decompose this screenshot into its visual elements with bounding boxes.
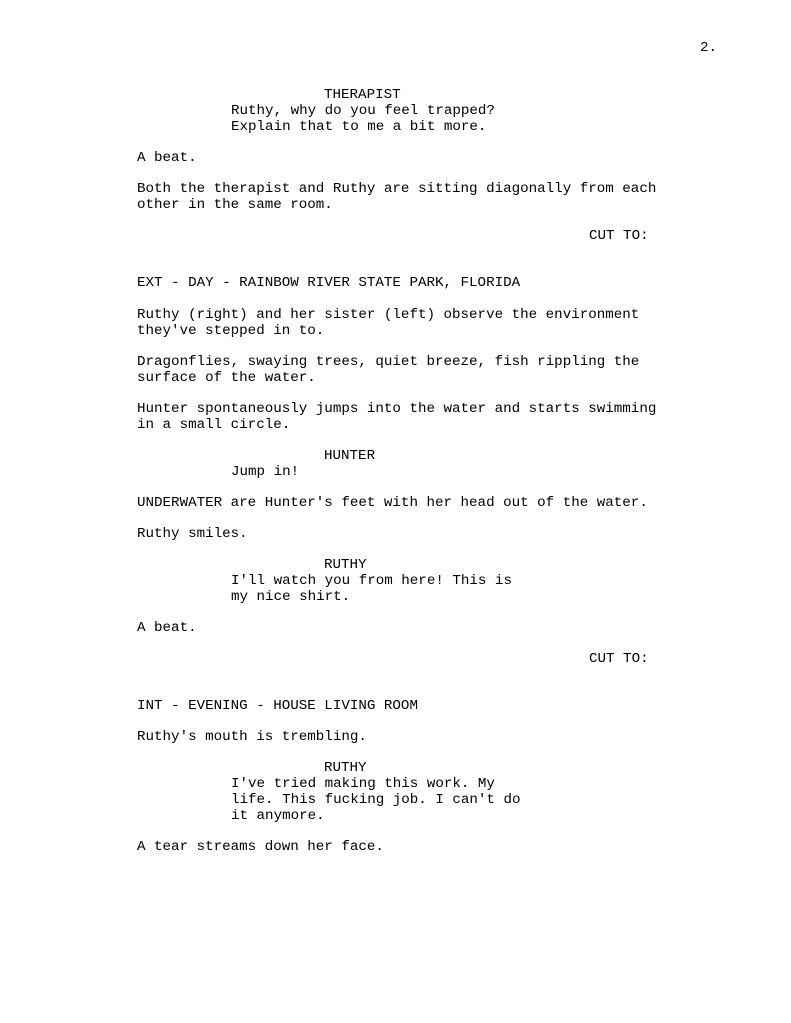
dialogue-line: my nice shirt. — [231, 589, 351, 605]
action-line: Ruthy's mouth is trembling. — [137, 729, 367, 745]
dialogue-line: life. This fucking job. I can't do — [231, 792, 521, 808]
action-line: UNDERWATER are Hunter's feet with her head out of the water. — [137, 495, 648, 511]
dialogue-line: I've tried making this work. My — [231, 776, 495, 792]
character-name-therapist: THERAPIST — [324, 87, 401, 103]
action-line: A tear streams down her face. — [137, 839, 384, 855]
action-line: surface of the water. — [137, 370, 316, 386]
action-line: Ruthy smiles. — [137, 526, 248, 542]
dialogue-line: Ruthy, why do you feel trapped? — [231, 103, 495, 119]
action-line: Dragonflies, swaying trees, quiet breeze, fish rippling the — [137, 354, 640, 370]
dialogue-line: Explain that to me a bit more. — [231, 119, 487, 135]
transition: CUT TO: — [589, 228, 649, 244]
action-line: Hunter spontaneously jumps into the water and starts swimming — [137, 401, 657, 417]
dialogue-line: I'll watch you from here! This is — [231, 573, 512, 589]
action-line: Ruthy (right) and her sister (left) observe the environment — [137, 307, 640, 323]
dialogue-line: Jump in! — [231, 464, 300, 480]
character-name-hunter: HUNTER — [324, 448, 376, 464]
action-line: they've stepped in to. — [137, 323, 325, 339]
action-line: A beat. — [137, 620, 197, 636]
dialogue-line: it anymore. — [231, 808, 325, 824]
scene-heading: EXT - DAY - RAINBOW RIVER STATE PARK, FLORIDA — [137, 275, 521, 291]
transition: CUT TO: — [589, 651, 649, 667]
character-name-ruthy: RUTHY — [324, 557, 367, 573]
scene-heading: INT - EVENING - HOUSE LIVING ROOM — [137, 698, 418, 714]
action-line: in a small circle. — [137, 417, 291, 433]
action-line: other in the same room. — [137, 197, 333, 213]
action-line: Both the therapist and Ruthy are sitting diagonally from each — [137, 181, 657, 197]
page-number: 2. — [700, 40, 718, 56]
character-name-ruthy: RUTHY — [324, 760, 367, 776]
action-line: A beat. — [137, 150, 197, 166]
